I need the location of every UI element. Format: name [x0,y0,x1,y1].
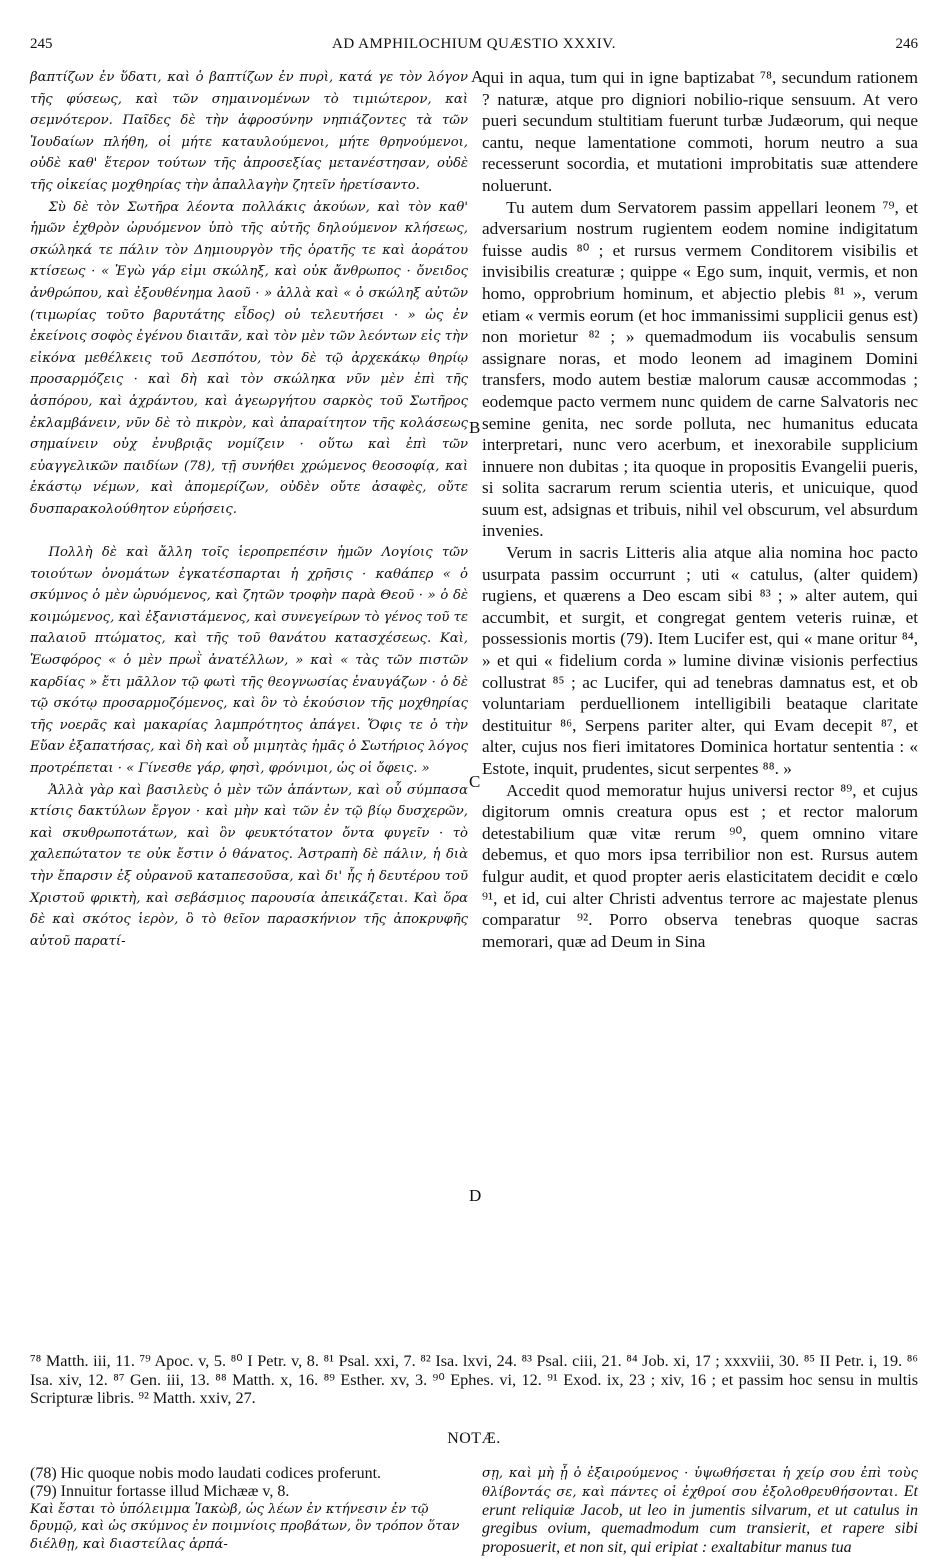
margin-letter-c: C [469,772,481,791]
footnote-references: ⁷⁸ Matth. iii, 11. ⁷⁹ Apoc. v, 5. ⁸⁰ I Petr. v, 8. ⁸¹ Psal. xxi, 7. ⁸² Isa. lxvi, 24. ⁸³ Psal. ciii, 21. ⁸⁴ Job. xi, 17 ; xxxviii, 30. ⁸⁵ II Petr. i, 19. ⁸⁶ Isa. xiv, 12. ⁸⁷ Gen. iii, 13. ⁸⁸ Matth. x, 16. ⁸⁹ Esther. xv, 3. ⁹⁰ Ephes. vi, 12. ⁹¹ Exod. ix, 23 ; xiv, 16 ; et passim hoc sensu in multis Scripturæ libris. ⁹² Matth. xxiv, 27. [30,1352,918,1407]
latin-paragraph-3: Verum in sacris Litteris alia atque alia nomina hoc pacto usurpata passim occurrunt ; uti « catulus, (alter quidem) rugiens, et quærens a Deo escam sibi ⁸³ ; » alter autem, qui accumbit, et surgit, et congregat gentem veteris ruinæ, et possessionis mortis (79). Item Lucifer est, qui « mane oritur ⁸⁴, » et qui « fidelium corda » lumine divinæ visionis perfectius collustrat ⁸⁵ ; ac Lucifer, qui ad tenebras damnatus est, et ob voluntariam perduellionem intelligibili beataque claritate destituitur ⁸⁶, Serpens pariter alter, qui Evam decepit ⁸⁷, et alter, cujus nos fieri imitatores Dominica hortatur sententia : « Estote, inquit, prudentes, sicut serpentes ⁸⁸. » [482,543,918,778]
note-78: (78) Hic quoque nobis modo laudati codices proferunt. [30,1465,382,1482]
greek-paragraph-2: Σὺ δὲ τὸν Σωτῆρα λέοντα πολλάκις ἀκούων, καὶ τὸν καθ' ἡμῶν ἐχθρὸν ὠρυόμενον ὑπὸ τῆς αὐτῆς δηλούμενον κλήσεως, σκώληκά τε πάλιν τὸν Δημιουργὸν τῆς ὁρατῆς τε καὶ ἀοράτου κτίσεως · « Ἐγὼ γάρ εἰμι σκώληξ, καὶ οὐκ ἄνθρωπος · ὄνειδος ἀνθρώπου, καὶ ἐξουθένημα λαοῦ · » ἀλλὰ καὶ « ὁ σκώληξ αὐτῶν (τιμωρίας τοῦτο βαρυτάτης εἶδος) οὐ τελευτήσει · » ὡς ἐν ἐκείνοις σοφὸς ἐγένου διαιτᾶν, καὶ τὸν μὲν τῶν λεόντων εἰς τὴν εἰκόνα μεθέλκεις τοῦ Δεσπότου, τὸν δὲ τῷ ἀρχεκάκῳ θηρίῳ προσαρμόζεις · καὶ δὴ καὶ τὸν σκώληκα νῦν μὲν ἐπὶ τῆς ἀσπόρου, καὶ ἀχράντου, καὶ ἀγεωργήτου σαρκὸς τοῦ Σωτῆρος ἐκλαμβάνειν, νῦν δὲ τὸ πικρὸν, καὶ ἀπαραίτητον τῆς κολάσεως σημαίνειν οὐχ ἐνυβριᾷς νομίζειν · οὕτω καὶ ἐπὶ τῶν εὐαγγελικῶν παιδίων (78), τῇ συνήθει χρώμενος θεοσοφίᾳ, καὶ ἑκάστῳ νέμων, καὶ ἀπομερίζων, οὐδὲν οὔτε ἀσαφὲς, οὔτε δυσπαρακολούθητον εὑρήσεις. [30,199,468,517]
margin-letter-b: B [469,418,481,437]
margin-letter-a: A [471,67,484,86]
latin-paragraph-2: Tu autem dum Servatorem passim appellari leonem ⁷⁹, et adversarium nostrum rugientem eodem nomine indigitatum fuisse audis ⁸⁰ ; et rursus vermem Conditorem visibilis et invisibilis creaturæ ; quippe « Ego sum, inquit, vermis, et non homo, opprobrium hominum, et abjectio plebis ⁸¹ », verum etiam « vermis eorum (et hoc immanissimi supplicii genus est) non morietur ⁸² ; » quemadmodum iis vocabulis sensum assignare noras, et modo leonem ad imaginem Domini transfers, modo autem bestiæ malorum causæ accommodas ; eodemque pacto vermem nunc quidem de carne Salvatoris nec semine genita, nec sorde polluta, nec humanitus educata interpretari, nunc vero acerbum, et inexorabile supplicium innuere non dubitas ; ita quoque in propositis Evangelii pueris, si solita sacrarum rerum scientia uteris, et unicuique, quod suum est, adsignas et tribuis, nihil vel obscurum, vel absurdum invenies. [482,197,918,541]
latin-paragraph-1: qui in aqua, tum qui in igne baptizabat ⁷⁸, secundum rationem ? naturæ, atque pro digniori nobilio-rique sensuum. At vero pueri secundum stultitiam fuerunt turbæ Judæorum, qui neque cantu, neque lamentatione commoti, horum neutro a sua recesserunt socordia, et mutationi improbitatis suæ attendere noluerunt. [482,68,918,195]
running-title: AD AMPHILOCHIUM QUÆSTIO XXXIV. [332,36,616,52]
page-header [30,36,918,60]
greek-column [30,67,468,952]
greek-paragraph-3: Πολλὴ δὲ καὶ ἄλλη τοῖς ἱεροπρεπέσιν ἡμῶν Λογίοις τῶν τοιούτων ὀνομάτων ἐγκατέσπαρται ἡ χρῆσις · καθάπερ « ὁ σκύμνος ὁ μὲν ὠρυόμενος, καὶ ζητῶν τροφὴν παρὰ Θεοῦ · » ὁ δὲ κοιμώμενος, καὶ ἐξανιστάμενος, καὶ συνεγείρων τὸ γένος τοῦ τε παλαιοῦ πτώματος, καὶ τῆς τοῦ θανάτου κατασχέσεως. Καὶ, Ἑωσφόρος « ὁ μὲν πρωῒ ἀνατέλλων, » καὶ « τὰς τῶν πιστῶν καρδίας » ἔτι μᾶλλον τῷ φωτὶ τῆς θεογνωσίας ἐναυγάζων · ὁ δὲ τῷ σκότῳ προσαρμοζόμενος, καὶ ὃν τὸ ἑκούσιον τῆς μοχθηρίας τῆς νοερᾶς καὶ μακαρίας λαμπρότητος ἀπάγει. Ὄφις τε ὁ τὴν Εὔαν ἐξαπατήσας, καὶ δὴ καὶ οὗ μιμητὰς ἡμᾶς ὁ Σωτήριος λόγος προτρέπεται · « Γίνεσθε γάρ, φησὶ, φρόνιμοι, ὡς οἱ ὄφεις. » [30,545,468,776]
scripture-footnotes [30,1352,918,1408]
note-right-latin: Et erunt reliquiæ Jacob, ut leo in jumentis silvarum, et ut catulus in gregibus ovium, quemadmodum cum transierit, et rapere sibi proposuerit, et non sit, qui eripiat : exaltabitur manus tua [482,1482,918,1557]
note-79-latin: (79) Innuitur fortasse illud Michææ v, 8. [30,1482,290,1500]
greek-paragraph-1: βαπτίζων ἐν ὕδατι, καὶ ὁ βαπτίζων ἐν πυρὶ, κατά γε τὸν λόγον τῆς φύσεως, καὶ τῶν σημαινομένων τὸ τιμιώτερον, καὶ σεμνότερον. Παῖδες δὲ τὴν ἀφροσύνην νηπιάζοντες τὰ τῶν Ἰουδαίων πλήθη, οἱ μήτε καταυλούμενοι, μήτε θρηνούμενοι, οὐδὲ καθ' ἕτερον τούτων τῆς ἀπροσεξίας μετανέστησαν, οὐδὲ τῆς οἰκείας μοχθηρίας τὴν ἀπαλλαγὴν ζητεῖν ἠρετίσαντο. [30,70,468,193]
left-page-number: 245 [30,36,53,52]
right-page-number: 246 [895,36,918,52]
margin-letter-d: D [469,1186,482,1205]
notes-left-column [30,1465,468,1554]
notes-right-column [482,1465,918,1558]
note-79-greek: Καὶ ἔσται τὸ ὑπόλειμμα Ἰακὼβ, ὡς λέων ἐν κτήνεσιν ἐν τῷ δρυμῷ, καὶ ὡς σκύμνος ἐν ποιμνίοις προβάτων, ὃν τρόπον ὅταν διέλθῃ, καὶ διαστείλας ἁρπά- [30,1501,460,1553]
latin-column [482,67,918,952]
note-right-greek: σῃ, καὶ μὴ ᾖ ὁ ἐξαιρούμενος · ὑψωθήσεται ἡ χείρ σου ἐπὶ τοὺς θλίβοντάς σε, καὶ πάντες οἱ ἐχθροί σου ἐξολοθρευθήσονται. [482,1466,918,1500]
latin-paragraph-4: Accedit quod memoratur hujus universi rector ⁸⁹, et cujus digitorum omnis creatura opus est ; et rector malorum detestabilium quæ vitæ rerum ⁹⁰, quem omnino vitare debemus, et quo mors ipsa terribilior non est. Rursus autem fulgur audit, et quod propter aeris elasticitatem decidit e cœlo ⁹¹, et id, cui alter Christi adventus terrore ac majestate plenus comparatur ⁹². Porro observa tenebras quoque sacras memorari, quæ ad Deum in Sina [482,780,918,951]
notae-heading: NOTÆ. [447,1430,501,1447]
greek-paragraph-4: Ἀλλὰ γὰρ καὶ βασιλεὺς ὁ μὲν τῶν ἁπάντων, καὶ οὗ σύμπασα κτίσις δακτύλων ἔργον · καὶ μὴν καὶ τῶν ἐν τῷ βίῳ δυσχερῶν, καὶ σκυθρωποτάτων, καὶ ὃν φευκτότατον ὄντα φυγεῖν · τὸ χαλεπώτατον τε οὐκ ἔστιν ὁ θάνατος. Ἀστραπὴ δὲ πάλιν, ἡ διὰ τὴν ἔπαρσιν ἐξ οὐρανοῦ καταπεσοῦσα, καὶ δι' ἧς ἡ δευτέρου τοῦ Χριστοῦ φρικτὴ, καὶ σεβάσμιος παρουσία ἀπεικάζεται. Καὶ ὅρα δὲ καὶ σκότος ἱερὸν, ὃ τὸ θεῖον παρασκήνιον τῆς ἀποκρυφῆς αὐτοῦ παρατί- [30,782,468,949]
